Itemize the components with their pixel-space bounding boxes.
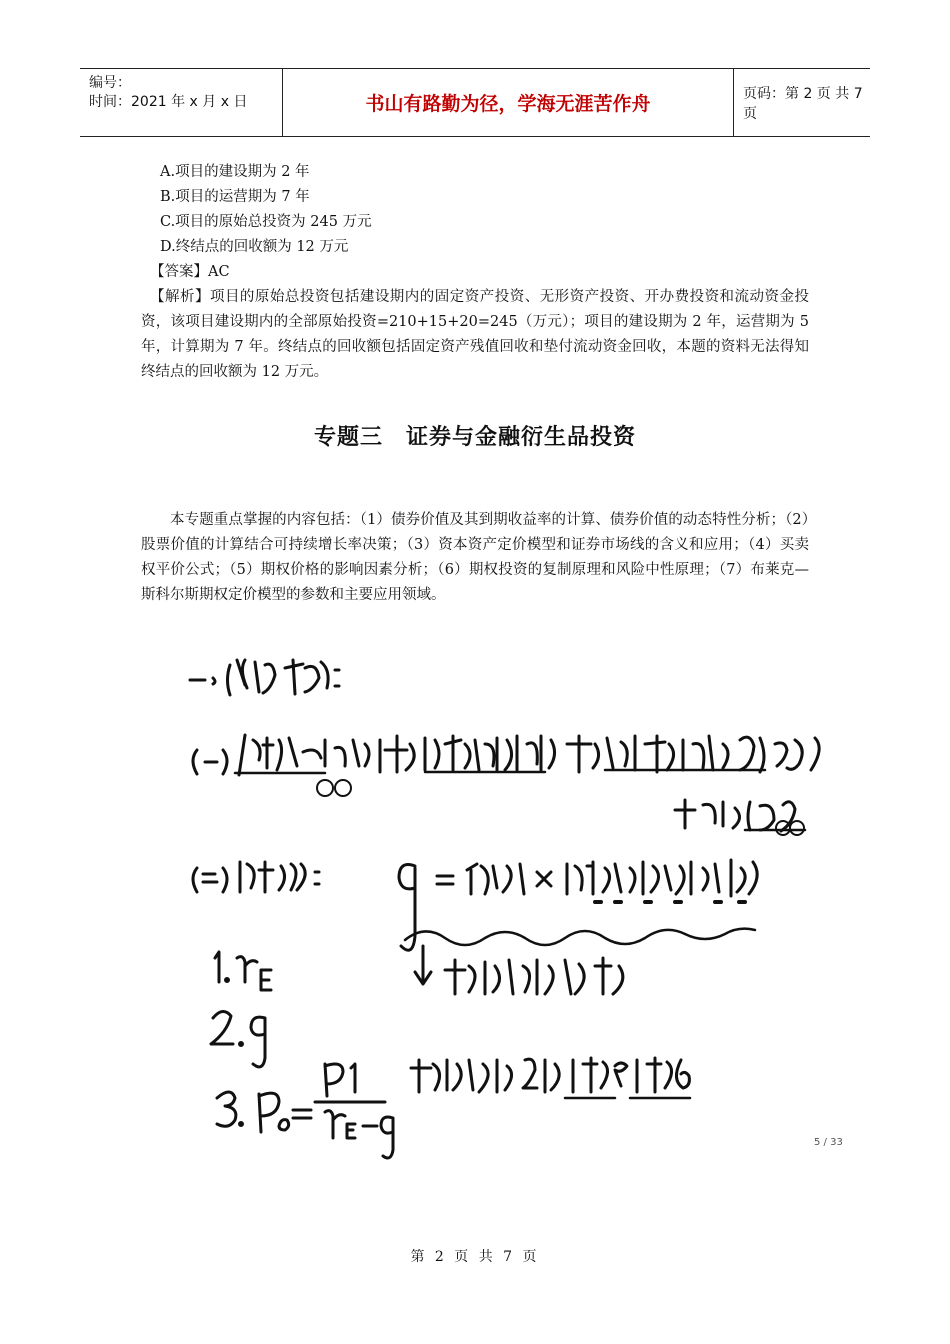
note-line-2 [193, 735, 819, 835]
section-title: 专题三 证券与金融衍生品投资 [313, 425, 636, 450]
option-d: D.终结点的回收额为 12 万元 [160, 239, 349, 255]
answer-line: 【答案】AC [150, 264, 230, 280]
option-c: C.项目的原始总投资为 245 万元 [160, 214, 372, 230]
header-motto: 书山有路勤为径，学海无涯苦作舟 [282, 69, 734, 136]
note-line-4 [215, 952, 271, 990]
header-page-code: 页码：第 2 页 共 7 页 [743, 85, 863, 122]
note-line-5 [211, 1011, 265, 1066]
header-meta [80, 69, 282, 136]
date-line: 时间：2021 年 x 月 x 日 [89, 94, 248, 110]
note-line-3 [193, 860, 757, 994]
option-a: A.项目的建设期为 2 年 [160, 164, 310, 180]
slide-number: 5 / 33 [814, 1137, 843, 1148]
option-b: B.项目的运营期为 7 年 [160, 189, 310, 205]
intro-paragraph: 本专题重点掌握的内容包括：（1）债券价值及其到期收益率的计算、债券价值的动态特性分析；（2）股票价值的计算结合可持续增长率决策；（3）资本资产定价模型和证券市场线的含义和应用；（4）买卖权平价公式；（5）期权价格的影响因素分析；（6）期权投资的复制原理和风险中性原理；（7）布莱克—斯科尔斯期权定价模型的参数和主要应用领域。 [141, 512, 809, 603]
note-line-6 [217, 1058, 690, 1158]
page-footer: 第 2 页 共 7 页 [410, 1249, 540, 1265]
handwritten-notes-image [175, 640, 835, 1160]
analysis-paragraph: 【解析】项目的原始总投资包括建设期内的固定资产投资、无形资产投资、开办费投资和流动资金投资，该项目建设期内的全部原始投资=210+15+20=245（万元）；项目的建设期为 2 年，运营期为 5 年，计算期为 7 年。终结点的回收额包括固定资产残值回收和垫付流动资金回收，本题的资料无法得知终结点的回收额为 12 万元。 [141, 289, 809, 380]
number-label: 编号： [89, 75, 131, 91]
page-header [80, 68, 870, 137]
note-line-1 [190, 660, 339, 695]
